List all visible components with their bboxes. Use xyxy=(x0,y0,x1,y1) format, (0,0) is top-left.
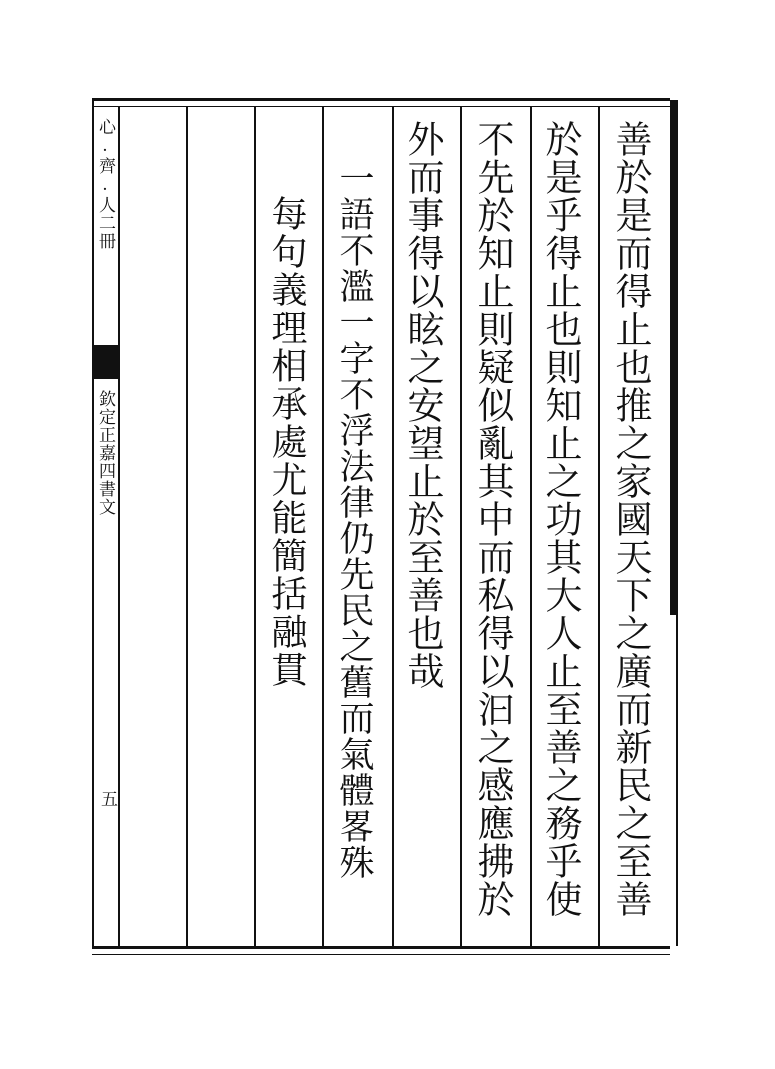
text-column-3: 不先於知止則疑似亂其中而私得以汩之感應拂於 xyxy=(471,120,514,918)
commentary-column-2: 每句義理相承處尤能簡括融貫 xyxy=(266,195,307,689)
bottom-frame-line-inner xyxy=(92,954,670,955)
text-column-1: 善於是而得止也推之家國天下之廣而新民之至善 xyxy=(609,120,652,918)
column-divider xyxy=(118,106,120,946)
column-divider xyxy=(186,106,188,946)
column-divider xyxy=(598,106,600,946)
fishtail-mark xyxy=(94,345,118,379)
right-border-thin xyxy=(676,610,678,946)
commentary-column-1: 一語不濫一字不浮法律仍先民之舊而氣體畧殊 xyxy=(334,160,374,880)
margin-top-label: 心.齊.人二冊 xyxy=(95,118,115,250)
column-divider xyxy=(530,106,532,946)
text-column-2: 於是乎得止也則知止之功其大人止至善之務乎使 xyxy=(539,120,582,918)
bottom-frame-line xyxy=(92,946,670,949)
top-frame-line-inner xyxy=(92,106,670,107)
column-divider xyxy=(460,106,462,946)
top-frame-line xyxy=(92,98,670,101)
column-divider xyxy=(322,106,324,946)
right-border xyxy=(670,100,678,615)
text-column-4: 外而事得以眩之安望止於至善也哉 xyxy=(401,120,444,690)
left-border xyxy=(92,98,94,948)
collection-title: 欽定正嘉四書文 xyxy=(95,390,115,516)
page-number: 五 xyxy=(97,790,117,808)
column-divider xyxy=(392,106,394,946)
column-divider xyxy=(254,106,256,946)
